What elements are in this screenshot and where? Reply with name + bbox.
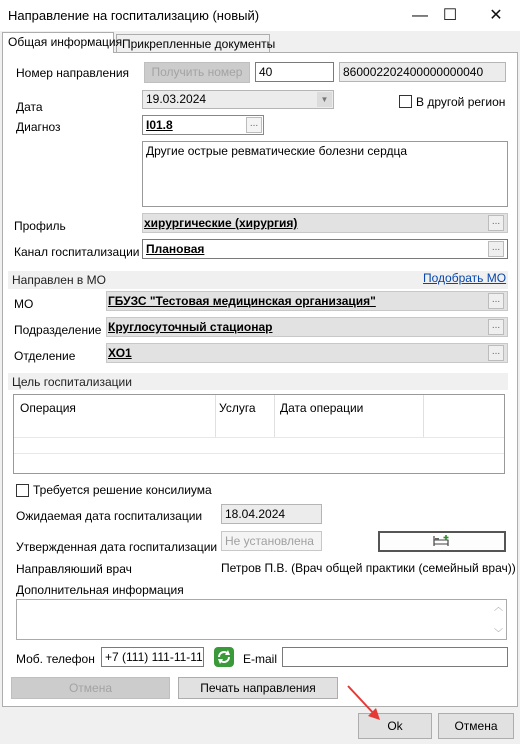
get-number-button[interactable]: Получить номер [144,62,250,83]
channel-select-button[interactable]: ... [488,241,504,257]
number-input[interactable]: 40 [255,62,334,82]
close-icon[interactable]: ✕ [489,7,503,24]
diagnosis-text-field[interactable]: Другие острые ревматические болезни сердца [142,141,508,207]
department-select-button[interactable]: ... [488,345,504,361]
print-referral-button[interactable]: Печать направления [178,677,338,699]
mo-select-button[interactable]: ... [488,293,504,309]
expected-date-label: Ожидаемая дата госпитализации [16,509,203,523]
consilium-checkbox[interactable] [16,484,29,497]
approved-date-field: Не установлена [221,531,322,551]
refresh-phone-button[interactable] [214,647,234,667]
annotation-arrow-icon [340,680,390,730]
profile-select-button[interactable]: ... [488,215,504,231]
tab-general-info[interactable]: Общая информация [2,32,114,53]
operations-grid[interactable] [13,394,505,474]
expected-date-field[interactable]: 18.04.2024 [221,504,322,524]
profile-label: Профиль [14,219,66,233]
minimize-icon[interactable]: — [412,7,428,24]
chevron-down-icon[interactable]: ▼ [317,92,332,107]
subdivision-label: Подразделение [14,323,102,337]
maximize-icon[interactable]: ☐ [442,7,458,24]
phone-input[interactable]: +7 (111) 111-11-11 [101,647,204,667]
channel-label: Канал госпитализации [14,245,140,259]
cancel-button[interactable]: Отмена [438,713,514,739]
profile-field[interactable]: хирургические (хирургия) [142,213,508,233]
extra-info-label: Дополнительная информация [16,583,184,597]
other-region-checkbox[interactable] [399,95,412,108]
extra-info-textarea[interactable] [16,599,507,640]
doctor-label: Направляюший врач [16,562,132,576]
channel-field[interactable]: Плановая [142,239,508,259]
email-input[interactable] [282,647,508,667]
subdivision-select-button[interactable]: ... [488,319,504,335]
diagnosis-code-input[interactable]: I01.8 [142,115,264,135]
scroll-down-icon[interactable]: ﹀ [494,628,504,638]
diagnosis-select-button[interactable]: ... [246,117,262,133]
department-field[interactable]: ХО1 [106,343,508,363]
diagnosis-label: Диагноз [16,120,61,134]
other-region-label: В другой регион [416,95,506,109]
pick-mo-link[interactable]: Подобрать МО [423,271,507,285]
email-label: E-mail [243,652,278,666]
department-label: Отделение [14,349,76,363]
approved-date-label: Утвержденная дата госпитализации [16,540,218,554]
grid-header-operation-date[interactable]: Дата операции [280,401,364,415]
refresh-icon [214,647,234,667]
phone-label: Моб. телефон [16,652,95,666]
mo-section-title: Направлен в МО [12,273,106,287]
tab-attached-documents[interactable]: Прикрепленные документы [116,34,270,52]
window-title: Направление на госпитализацию (новый) [8,8,260,23]
date-picker[interactable] [142,90,334,109]
grid-header-service[interactable]: Услуга [219,401,256,415]
date-label: Дата [16,100,43,114]
date-value: 19.03.2024 [146,92,207,106]
bed-add-icon [432,534,452,548]
scroll-up-icon[interactable]: ︿ [494,602,504,612]
ok-button[interactable]: Ok [358,713,432,739]
doctor-value: Петров П.В. (Врач общей практики (семейный врач)) [221,561,516,575]
cancel-referral-button: Отмена [11,677,170,699]
mo-label: МО [14,297,34,311]
full-number-field: 860002202400000000040 [339,62,506,82]
consilium-label: Требуется решение консилиума [33,483,212,497]
mo-field[interactable]: ГБУЗС "Тестовая медицинская организация" [106,291,508,311]
purpose-section-title: Цель госпитализации [12,375,132,389]
purpose-section-header [8,373,508,390]
grid-header-operation[interactable]: Операция [20,401,76,415]
title-bar [0,0,520,31]
bed-booking-button[interactable] [378,531,506,552]
subdivision-field[interactable]: Круглосуточный стационар [106,317,508,337]
number-label: Номер направления [16,66,130,80]
